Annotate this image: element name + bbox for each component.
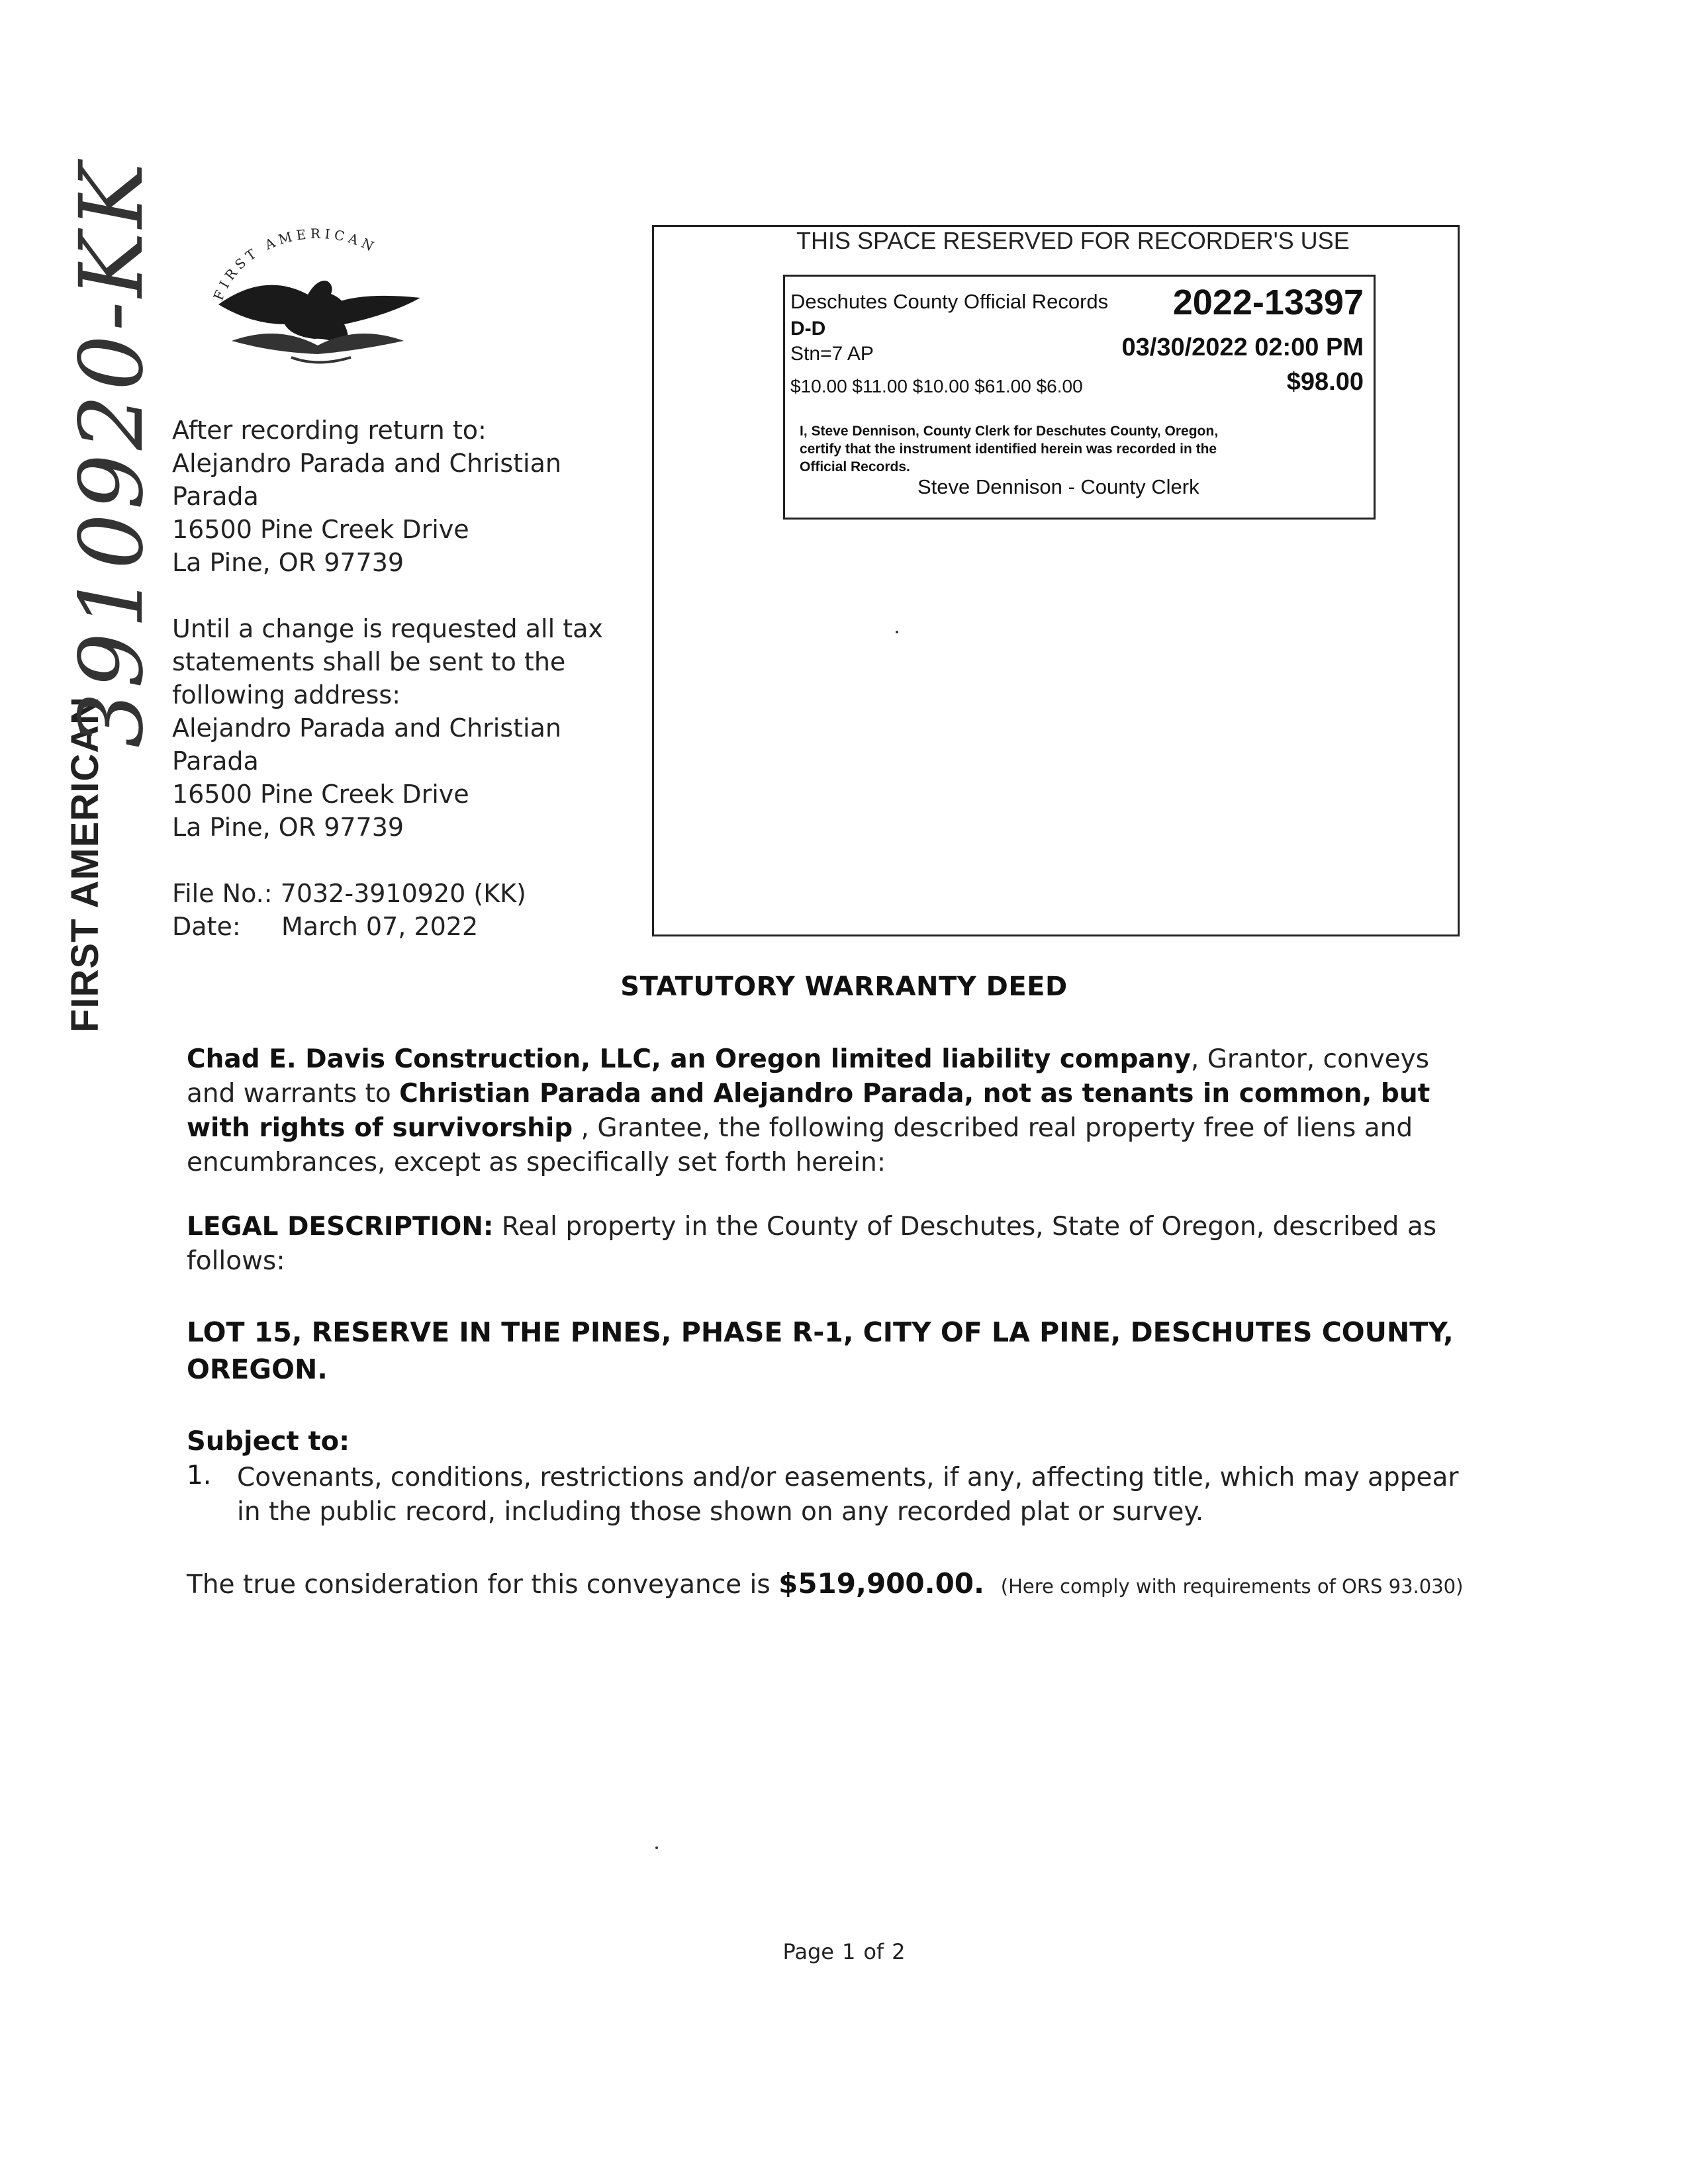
subject-item-text: Covenants, conditions, restrictions and/or easements, if any, affecting title, which may appear in the public record, including those shown on any recorded plat or survey. bbox=[237, 1463, 1459, 1527]
page-number bbox=[0, 1939, 1688, 1964]
document-number: 2022-13397 bbox=[1172, 283, 1364, 322]
return-line: Parada bbox=[172, 482, 259, 511]
return-heading: After recording return to: bbox=[172, 416, 487, 445]
document-type: D-D bbox=[790, 318, 826, 340]
scan-speck bbox=[655, 1846, 658, 1849]
date-row bbox=[172, 910, 649, 943]
recorder-box bbox=[652, 225, 1460, 936]
tax-line: Alejandro Parada and Christian Parada bbox=[172, 713, 561, 776]
certification-line: certify that the instrument identified herein was recorded in the bbox=[800, 441, 1217, 457]
eagle-icon bbox=[192, 225, 444, 377]
tax-line: La Pine, OR 97739 bbox=[172, 813, 404, 842]
lot-description: LOT 15, RESERVE IN THE PINES, PHASE R-1, CITY OF LA PINE, DESCHUTES COUNTY, OREGON. bbox=[187, 1316, 1454, 1385]
logo-arc-text: FIRST AMERICAN bbox=[210, 225, 380, 303]
scan-speck bbox=[896, 631, 898, 633]
grantor-name: Chad E. Davis Construction, LLC, an Oregon limited liability company bbox=[187, 1044, 1191, 1074]
page-label: Page bbox=[782, 1939, 834, 1964]
conveyance-text: , Grantee, the following described real property free of liens and encumbrances, except as specifically set forth herein: bbox=[187, 1113, 1413, 1177]
clerk-certification bbox=[800, 422, 1218, 476]
page-current: 1 bbox=[841, 1939, 856, 1964]
station: Stn=7 AP bbox=[790, 343, 874, 365]
document-title: STATUTORY WARRANTY DEED bbox=[620, 972, 1068, 1002]
fee-list: $10.00 $11.00 $10.00 $61.00 $6.00 bbox=[790, 376, 1083, 396]
clerk-signature: Steve Dennison - County Clerk bbox=[917, 475, 1199, 498]
tax-heading: Until a change is requested all tax bbox=[172, 614, 603, 643]
recorder-title: THIS SPACE RESERVED FOR RECORDER'S USE bbox=[796, 227, 1350, 254]
address-block bbox=[172, 414, 649, 943]
date-label: Date: bbox=[172, 912, 241, 941]
file-number-value: 7032-3910920 (KK) bbox=[280, 879, 526, 908]
recorded-datetime: 03/30/2022 02:00 PM bbox=[1121, 334, 1364, 361]
page-of: of bbox=[863, 1939, 884, 1964]
file-number-label: File No.: bbox=[172, 879, 273, 908]
legal-description bbox=[187, 1210, 1477, 1279]
consideration-line bbox=[187, 1567, 1463, 1600]
records-office: Deschutes County Official Records bbox=[790, 290, 1109, 313]
recording-stamp bbox=[783, 275, 1376, 520]
legal-label: LEGAL DESCRIPTION: bbox=[187, 1212, 494, 1242]
subject-item-number: 1. bbox=[187, 1461, 212, 1490]
page-total: 2 bbox=[892, 1939, 906, 1964]
first-american-logo bbox=[192, 225, 444, 377]
legal-text: Real property in the County of Deschutes, State of Oregon, described as follows: bbox=[187, 1212, 1437, 1276]
return-line: Alejandro Parada and Christian bbox=[172, 449, 561, 478]
consideration-text: The true consideration for this conveyance is bbox=[187, 1570, 779, 1600]
consideration-note: (Here comply with requirements of ORS 93.030) bbox=[1000, 1575, 1464, 1598]
file-number-row bbox=[172, 877, 649, 910]
grantee-name: Christian Parada and Alejandro Parada, not as tenants in common, but with rights of survivorship bbox=[187, 1079, 1430, 1143]
total-fee: $98.00 bbox=[1286, 368, 1364, 396]
conveyance-text: , Grantor, conveys and warrants to bbox=[187, 1044, 1430, 1109]
certification-line: Official Records. bbox=[800, 459, 910, 475]
conveyance-paragraph bbox=[187, 1042, 1477, 1180]
handwritten-note: 3910920-KK bbox=[61, 159, 163, 748]
return-line: 16500 Pine Creek Drive bbox=[172, 515, 469, 544]
side-stamp: FIRST AMERICAN bbox=[64, 696, 107, 1032]
consideration-amount: $519,900.00. bbox=[778, 1567, 984, 1600]
return-line: La Pine, OR 97739 bbox=[172, 548, 404, 577]
tax-heading: following address: bbox=[172, 680, 401, 709]
date-value: March 07, 2022 bbox=[281, 912, 479, 941]
subject-heading: Subject to: bbox=[187, 1426, 350, 1457]
certification-line: I, Steve Dennison, County Clerk for Deschutes County, Oregon, bbox=[800, 424, 1219, 439]
tax-heading: statements shall be sent to the bbox=[172, 647, 566, 676]
tax-line: 16500 Pine Creek Drive bbox=[172, 780, 469, 809]
